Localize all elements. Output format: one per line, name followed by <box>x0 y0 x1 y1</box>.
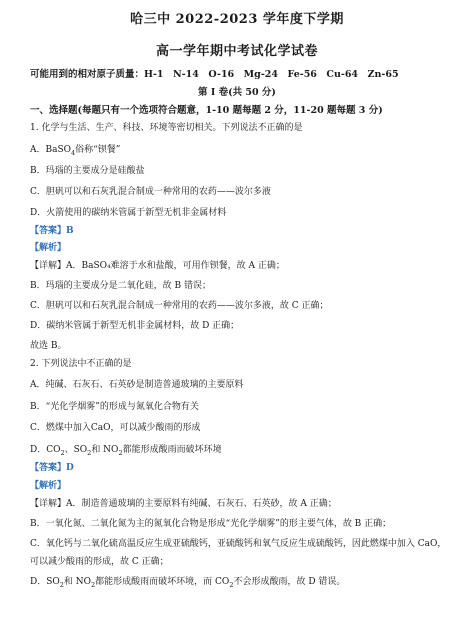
q2-option-d-sub: 2 <box>118 448 123 457</box>
q2-option-d-sub: 2 <box>87 448 92 457</box>
q2-detail-d-sub: 2 <box>91 580 96 589</box>
q1-option-a <box>30 144 120 159</box>
q2-option-b: B．“光化学烟雾”的形成与氮氧化合物有关 <box>30 402 199 412</box>
q2-option-d-text: 和 NO <box>91 445 119 455</box>
q2-option-a: A．纯碱、石灰石、石英砂是制造普通玻璃的主要原料 <box>30 380 244 390</box>
q2-detail-d-sub: 2 <box>59 580 64 589</box>
q2-detail-d-text: 都能形成酸雨而破坏环境，而 CO <box>95 577 230 587</box>
q2-option-d-text: D．CO <box>30 445 61 455</box>
exam-title: 哈三中 2022-2023 学年度下学期 <box>130 12 344 27</box>
q2-detail-d-text: D．SO <box>30 577 60 587</box>
q2-detail-d-sub: 2 <box>229 580 234 589</box>
q1-detail-a: 【详解】A．BaSO₄难溶于水和盐酸，可用作钡餐，故 A 正确； <box>30 261 285 271</box>
q2-detail-a: 【详解】A．制造普通玻璃的主要原料有纯碱、石灰石、石英砂，故 A 正确； <box>30 499 337 509</box>
q2-stem: 2. 下列说法中不正确的是 <box>30 359 132 369</box>
q1-option-a-sub: 4 <box>71 148 76 157</box>
q2-option-d-sub: 2 <box>60 448 65 457</box>
atomic-masses: 可能用到的相对原子质量：H-1 N-14 O-16 Mg-24 Fe-56 Cu-64 Zn-65 <box>30 69 399 80</box>
q1-option-b: B．玛瑙的主要成分是硅酸盐 <box>30 166 145 176</box>
q2-option-d <box>30 444 222 459</box>
section-heading: 一、选择题(每题只有一个选项符合题意，1-10 题每题 2 分，11-20 题每题 3 分) <box>30 105 383 116</box>
q1-analysis-label: 【解析】 <box>30 243 67 253</box>
q2-option-c: C．燃煤中加入CaO，可以减少酸雨的形成 <box>30 423 201 433</box>
q2-detail-c-cont: 可以减少酸雨的形成，故 C 正确； <box>30 557 169 567</box>
q2-detail-d-text: 和 NO <box>63 577 92 587</box>
q2-option-d-text: 、SO <box>64 445 88 455</box>
q1-stem: 1. 化学与生活、生产、科技、环境等密切相关。下列说法不正确的是 <box>30 123 303 133</box>
q2-analysis-label: 【解析】 <box>30 481 67 491</box>
q1-conclusion: 故选 B。 <box>30 341 67 351</box>
q1-option-a-rest: 俗称“钡餐” <box>75 145 121 155</box>
q2-option-d-text: 都能形成酸雨而破坏环境 <box>122 445 222 455</box>
q2-answer: 【答案】D <box>30 463 74 473</box>
q1-detail-b: B．玛瑙的主要成分是二氧化硅，故 B 错误； <box>30 281 211 291</box>
q1-option-a-text: A．BaSO <box>30 145 72 155</box>
q1-detail-d: D．碳纳米管属于新型无机非金属材料，故 D 正确； <box>30 321 240 331</box>
q2-detail-b: B．一氧化氮、二氧化氮为主的氮氧化合物是形成“光化学烟雾”的形主要气体，故 B 正确； <box>30 519 392 529</box>
q1-option-d: D．火箭使用的碳纳米管属于新型无机非金属材料 <box>30 208 227 218</box>
volume-heading: 第 I 卷(共 50 分) <box>198 87 276 98</box>
q1-option-c: C．胆矾可以和石灰乳混合制成一种常用的农药——波尔多液 <box>30 187 271 197</box>
q1-detail-c: C．胆矾可以和石灰乳混合制成一种常用的农药——波尔多液，故 C 正确； <box>30 301 329 311</box>
q1-answer: 【答案】B <box>30 226 74 236</box>
exam-subtitle: 高一学年期中考试化学试卷 <box>155 44 318 59</box>
q2-detail-d-text: 不会形成酸雨，故 D 错误。 <box>233 577 346 587</box>
q2-detail-d <box>30 576 345 591</box>
q2-detail-c: C．氧化钙与二氧化硫高温反应生成亚硫酸钙，亚硫酸钙和氧气反应生成硫酸钙，因此燃煤中加入 CaO， <box>30 539 447 549</box>
